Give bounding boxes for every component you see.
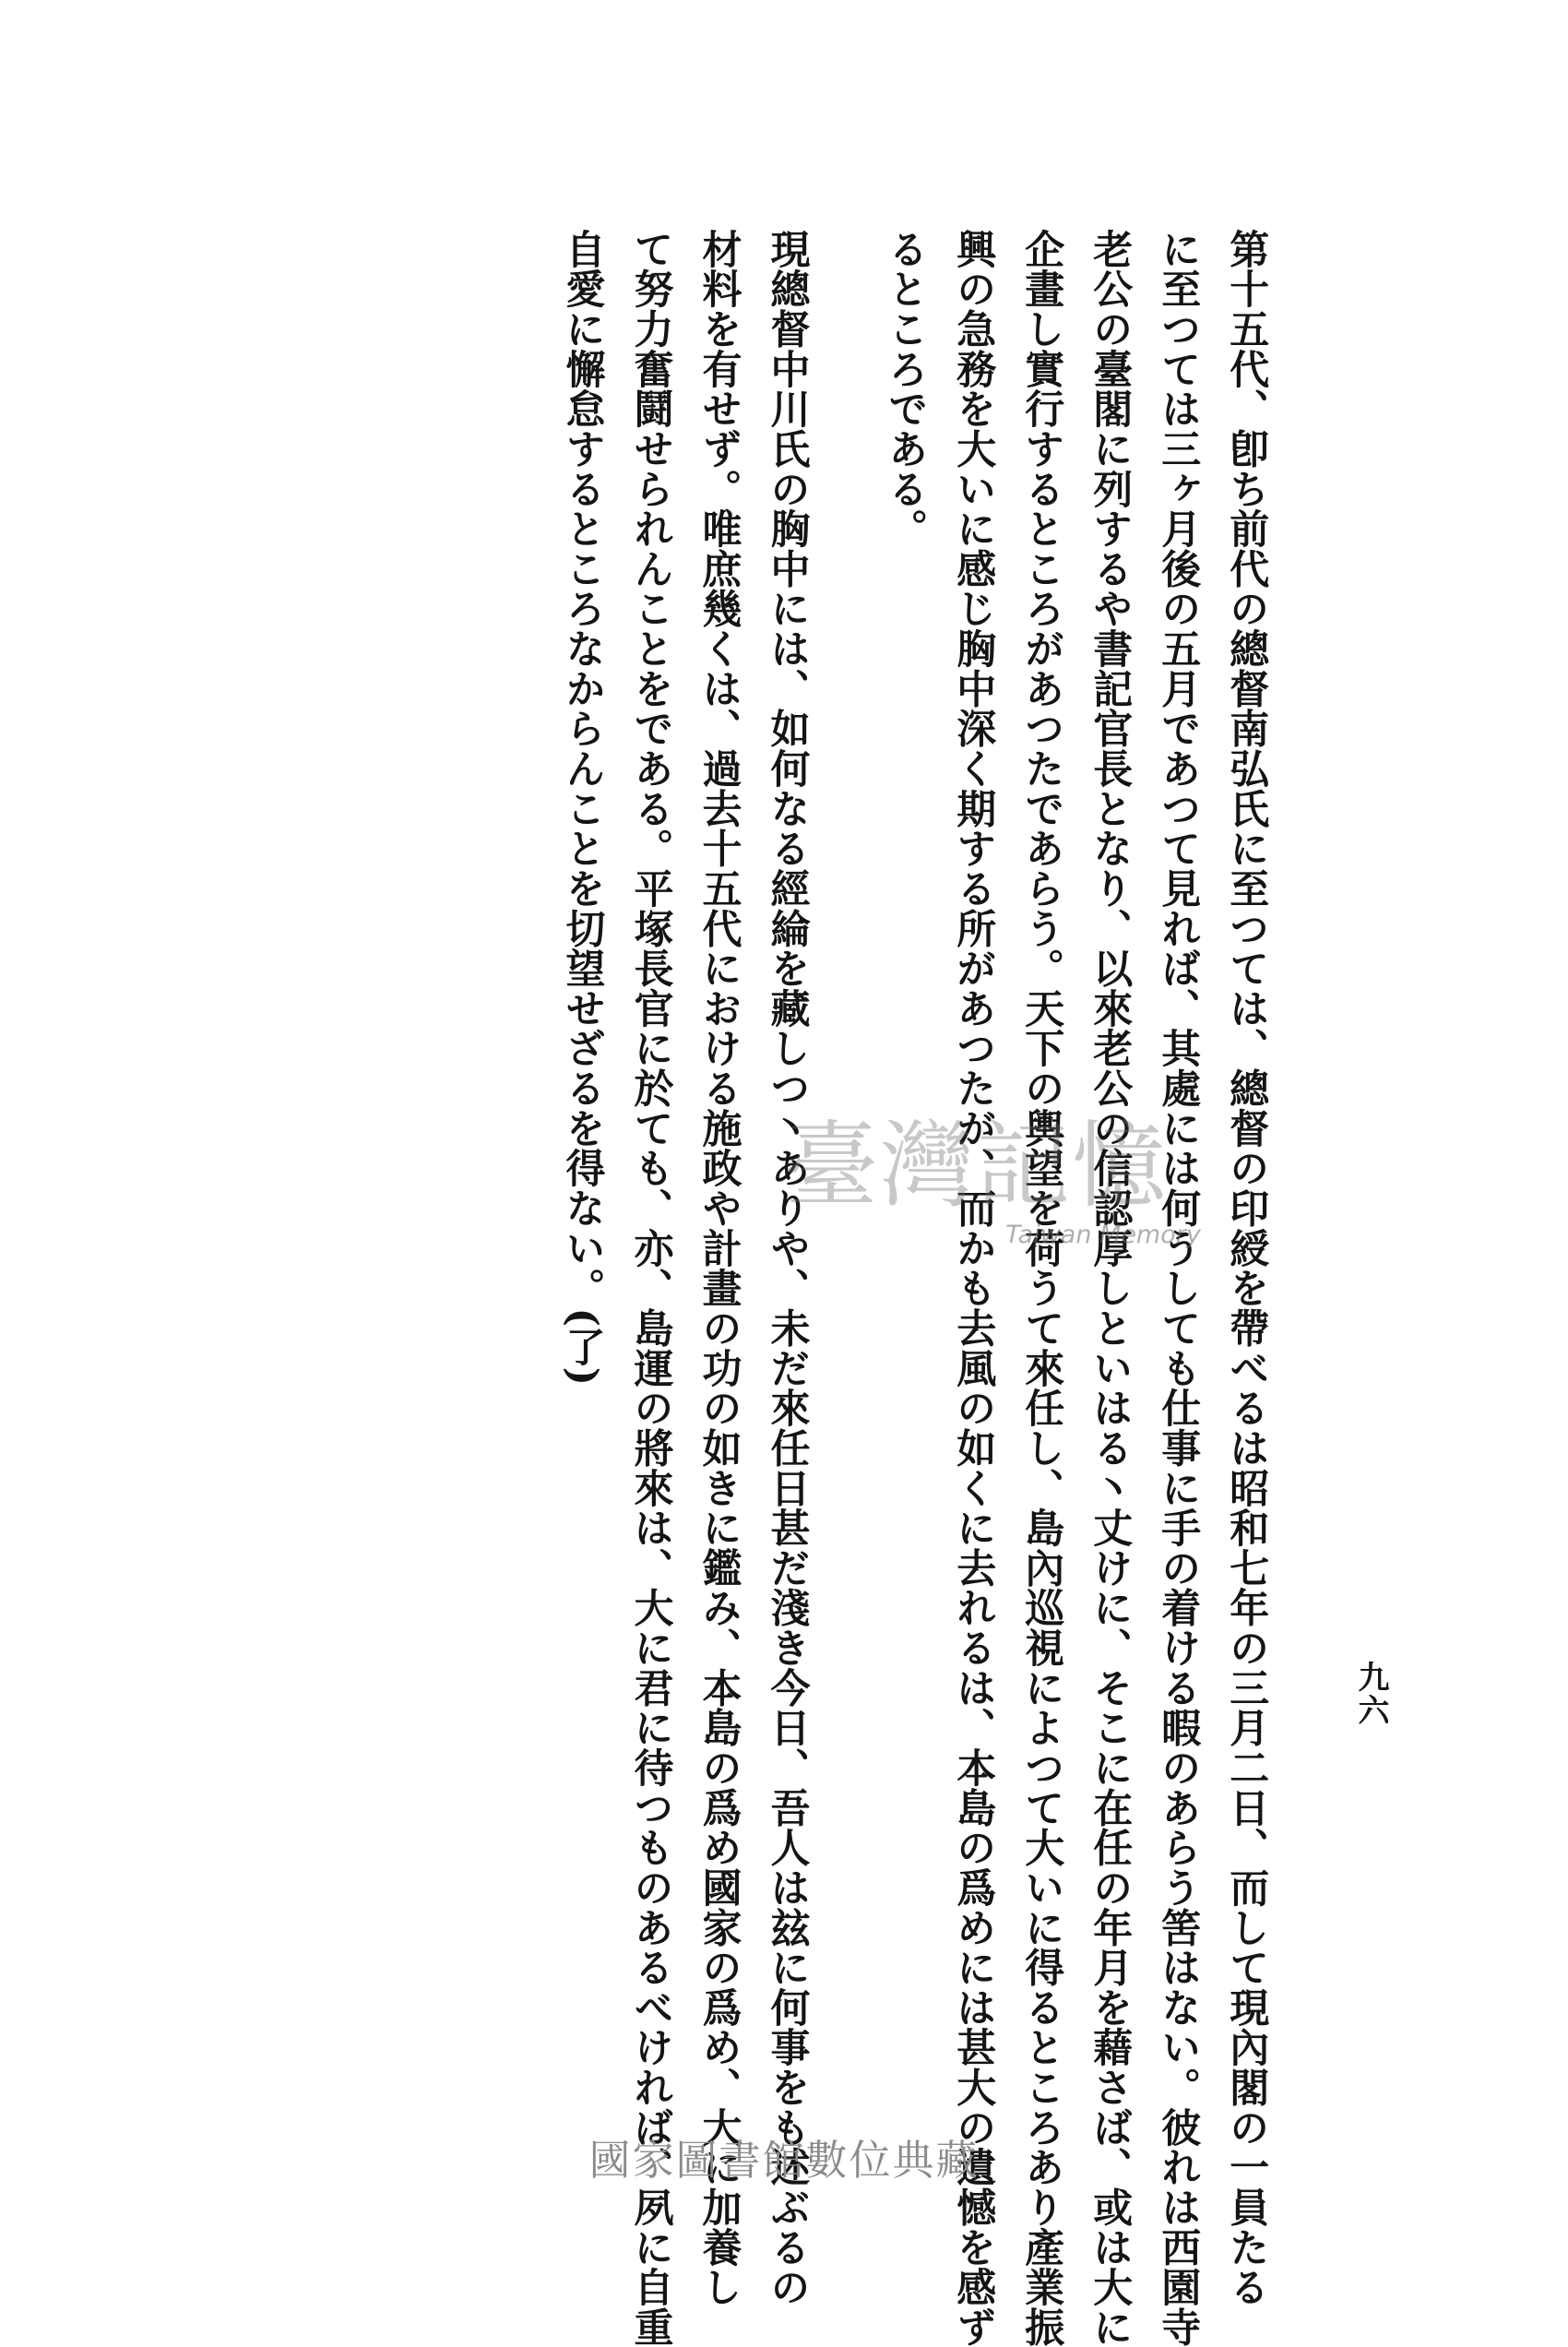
text-column: 老公の臺閣に列するや書記官長となり、以來老公の信認厚しといはる丶丈けに、そこに在任の年月を藉さば、或は大に: [1087, 229, 1134, 2347]
text-column: に至つては三ヶ月後の五月であつて見れば、其處には何うしても仕事に手の着ける暇のあらう筈はない。彼れは西園寺: [1155, 229, 1202, 2347]
text-column: るところである。: [882, 229, 929, 549]
page-number: 九六: [1352, 1661, 1389, 1727]
text-column: 興の急務を大いに感じ胸中深く期する所があつたが、而かも去風の如くに去れるは、本島の爲めには甚大の遺憾を感ず: [950, 229, 997, 2347]
watermark-title: 臺灣記憶: [784, 1112, 1168, 1221]
text-column: 現總督中川氏の胸中には、如何なる經綸を藏しつ丶ありや、未だ來任日甚だ淺き今日、吾人は玆に何事をも述ぶるの: [764, 229, 811, 2307]
text-column: て努力奮鬪せられんことをである。平塚長官に於ても、亦、島運の將來は、大に君に待つものあるべければ、夙に自重: [627, 229, 674, 2347]
footer-credit: 國家圖書館數位典藏: [588, 2136, 980, 2185]
watermark-subtitle: Taiwan Memory: [1005, 1221, 1201, 1249]
text-column: 自愛に懈怠するところなからんことを切望せざるを得ない。(了): [559, 229, 606, 1387]
text-column: 第十五代、卽ち前代の總督南弘氏に至つては、總督の印綬を帶べるは昭和七年の三月二日、而して現內閣の一員たる: [1223, 229, 1270, 2307]
text-column: 材料を有せず。唯庶幾くは、過去十五代における施政や計畫の功の如きに鑑み、本島の爲め國家の爲め、大に加養し: [695, 229, 742, 2307]
text-column: 企畫し實行するところがあつたであらう。天下の輿望を荷うて來任し、島內巡視によつて大いに得るところあり產業振: [1018, 229, 1065, 2347]
